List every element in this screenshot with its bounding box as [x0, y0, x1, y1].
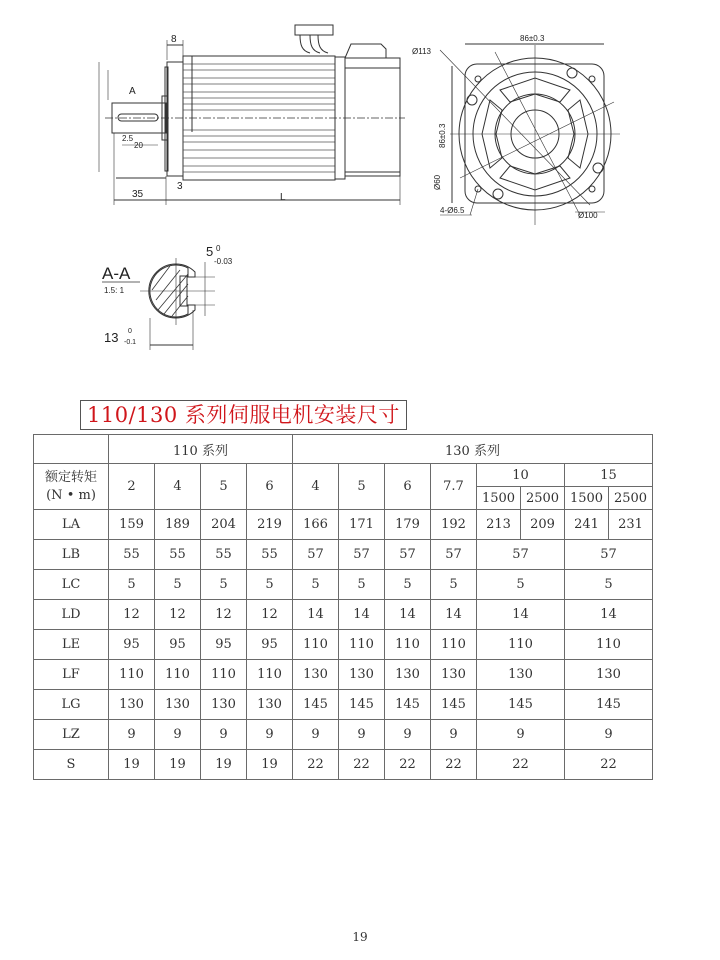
cell: 9	[201, 720, 247, 750]
cell: 145	[565, 690, 653, 720]
torque-130: 7.7	[431, 464, 477, 510]
cell: 5	[477, 570, 565, 600]
torque-110: 4	[155, 464, 201, 510]
cell: 22	[477, 750, 565, 780]
cell: 95	[155, 630, 201, 660]
cell: 219	[247, 510, 293, 540]
cell: 130	[565, 660, 653, 690]
torque-130: 4	[293, 464, 339, 510]
row-label: LF	[34, 660, 109, 690]
dim-flange-thickness: 8	[171, 34, 177, 45]
cell: 9	[293, 720, 339, 750]
cell: 130	[109, 690, 155, 720]
table-row	[34, 720, 653, 750]
cell: 5	[431, 570, 477, 600]
cell: 95	[201, 630, 247, 660]
speed: 1500	[477, 487, 521, 510]
table-row	[34, 690, 653, 720]
cell: 14	[385, 600, 431, 630]
torque-110: 6	[247, 464, 293, 510]
dim-holes: 4-Ø6.5	[440, 206, 465, 215]
header-corner	[34, 435, 109, 464]
header-series-130: 130 系列	[293, 435, 653, 464]
row-label: LG	[34, 690, 109, 720]
row-label: S	[34, 750, 109, 780]
cell: 55	[109, 540, 155, 570]
cell: 110	[155, 660, 201, 690]
dim-shaft-length: 35	[132, 189, 144, 200]
cell: 5	[201, 570, 247, 600]
table-title: 110/130 系列伺服电机安装尺寸	[80, 400, 407, 430]
cell: 241	[565, 510, 609, 540]
cell: 110	[385, 630, 431, 660]
dim-width: 86±0.3	[520, 34, 545, 43]
cell: 9	[431, 720, 477, 750]
cell: 55	[201, 540, 247, 570]
cell: 130	[201, 690, 247, 720]
cell: 14	[565, 600, 653, 630]
cell: 9	[565, 720, 653, 750]
dimensions-table	[33, 434, 653, 780]
section-title: A-A	[102, 264, 131, 283]
cell: 22	[293, 750, 339, 780]
dim-key-length: 20	[134, 141, 143, 150]
cell: 145	[385, 690, 431, 720]
dim-overall-length: L	[280, 192, 286, 203]
cell: 95	[247, 630, 293, 660]
dim-key-offset: 2.5	[122, 134, 134, 143]
dim-bolt-circle: Ø113	[412, 47, 431, 56]
header-torque-label	[34, 464, 109, 510]
side-view	[99, 25, 405, 205]
torque-10: 10	[477, 464, 565, 487]
cell: 145	[339, 690, 385, 720]
cell: 14	[339, 600, 385, 630]
cell: 19	[201, 750, 247, 780]
dim-step: 3	[177, 181, 183, 192]
cell: 130	[477, 660, 565, 690]
cell: 179	[385, 510, 431, 540]
cell: 231	[609, 510, 653, 540]
table-row	[34, 510, 653, 540]
cell: 9	[247, 720, 293, 750]
cell: 189	[155, 510, 201, 540]
cell: 110	[565, 630, 653, 660]
cell: 145	[431, 690, 477, 720]
cell: 110	[109, 660, 155, 690]
cell: 110	[477, 630, 565, 660]
cell: 57	[293, 540, 339, 570]
speed: 2500	[609, 487, 653, 510]
torque-label: 额定转矩	[44, 469, 97, 485]
cell: 145	[293, 690, 339, 720]
torque-unit: (N • m)	[46, 487, 96, 503]
cell: 12	[155, 600, 201, 630]
cell: 9	[339, 720, 385, 750]
cell: 95	[109, 630, 155, 660]
torque-110: 2	[109, 464, 155, 510]
dim-body-dia: Ø100	[578, 211, 598, 220]
row-label: LC	[34, 570, 109, 600]
speed: 1500	[565, 487, 609, 510]
torque-15: 15	[565, 464, 653, 487]
torque-130: 6	[385, 464, 431, 510]
dim-key-width-tol-lower: -0.03	[214, 257, 233, 266]
cell: 5	[385, 570, 431, 600]
cell: 14	[477, 600, 565, 630]
table-row	[34, 540, 653, 570]
page-number: 19	[352, 930, 368, 944]
header-row-series	[34, 435, 653, 464]
cell: 5	[293, 570, 339, 600]
cell: 57	[477, 540, 565, 570]
cell: 130	[385, 660, 431, 690]
cell: 5	[565, 570, 653, 600]
front-view	[412, 34, 620, 225]
cell: 57	[565, 540, 653, 570]
cell: 14	[293, 600, 339, 630]
cell: 171	[339, 510, 385, 540]
cell: 130	[155, 690, 201, 720]
cell: 110	[247, 660, 293, 690]
row-label: LD	[34, 600, 109, 630]
cell: 22	[385, 750, 431, 780]
cell: 192	[431, 510, 477, 540]
cell: 110	[431, 630, 477, 660]
row-label: LE	[34, 630, 109, 660]
dim-height: 86±0.3	[438, 123, 447, 148]
dim-pilot: Ø60	[433, 174, 442, 190]
cell: 14	[431, 600, 477, 630]
cell: 55	[155, 540, 201, 570]
cell: 159	[109, 510, 155, 540]
speed: 2500	[521, 487, 565, 510]
dim-depth-tol-upper: 0	[128, 328, 132, 335]
cell: 9	[109, 720, 155, 750]
table-row	[34, 630, 653, 660]
torque-130: 5	[339, 464, 385, 510]
cell: 110	[339, 630, 385, 660]
cell: 9	[385, 720, 431, 750]
cell: 209	[521, 510, 565, 540]
cell: 12	[109, 600, 155, 630]
cell: 9	[477, 720, 565, 750]
cell: 12	[201, 600, 247, 630]
table-row	[34, 600, 653, 630]
cell: 22	[565, 750, 653, 780]
cell: 12	[247, 600, 293, 630]
dim-depth-tol-lower: -0.1	[124, 339, 137, 346]
cell: 145	[477, 690, 565, 720]
table-row	[34, 570, 653, 600]
header-series-110: 110 系列	[109, 435, 293, 464]
cell: 19	[247, 750, 293, 780]
cell: 19	[109, 750, 155, 780]
dim-key-width-tol-upper: 0	[216, 244, 221, 253]
cell: 57	[431, 540, 477, 570]
cell: 110	[201, 660, 247, 690]
cell: 130	[339, 660, 385, 690]
cell: 204	[201, 510, 247, 540]
cell: 213	[477, 510, 521, 540]
row-label: LZ	[34, 720, 109, 750]
cell: 110	[293, 630, 339, 660]
motor-drawing	[0, 0, 720, 370]
table-row	[34, 660, 653, 690]
dim-key-width: 5	[206, 244, 214, 259]
dim-depth: 13	[104, 330, 119, 345]
torque-110: 5	[201, 464, 247, 510]
cell: 57	[339, 540, 385, 570]
cell: 130	[293, 660, 339, 690]
cell: 9	[155, 720, 201, 750]
cell: 5	[109, 570, 155, 600]
section-a-a	[102, 244, 233, 350]
table-row	[34, 750, 653, 780]
header-row-torque	[34, 464, 653, 487]
cell: 130	[247, 690, 293, 720]
row-label: LA	[34, 510, 109, 540]
cell: 5	[339, 570, 385, 600]
section-scale: 1.5: 1	[104, 286, 125, 295]
cell: 22	[339, 750, 385, 780]
cell: 19	[155, 750, 201, 780]
cell: 166	[293, 510, 339, 540]
cell: 130	[431, 660, 477, 690]
cell: 5	[247, 570, 293, 600]
cell: 57	[385, 540, 431, 570]
row-label: LB	[34, 540, 109, 570]
section-marker: A	[129, 86, 136, 97]
cell: 5	[155, 570, 201, 600]
cell: 55	[247, 540, 293, 570]
cell: 22	[431, 750, 477, 780]
